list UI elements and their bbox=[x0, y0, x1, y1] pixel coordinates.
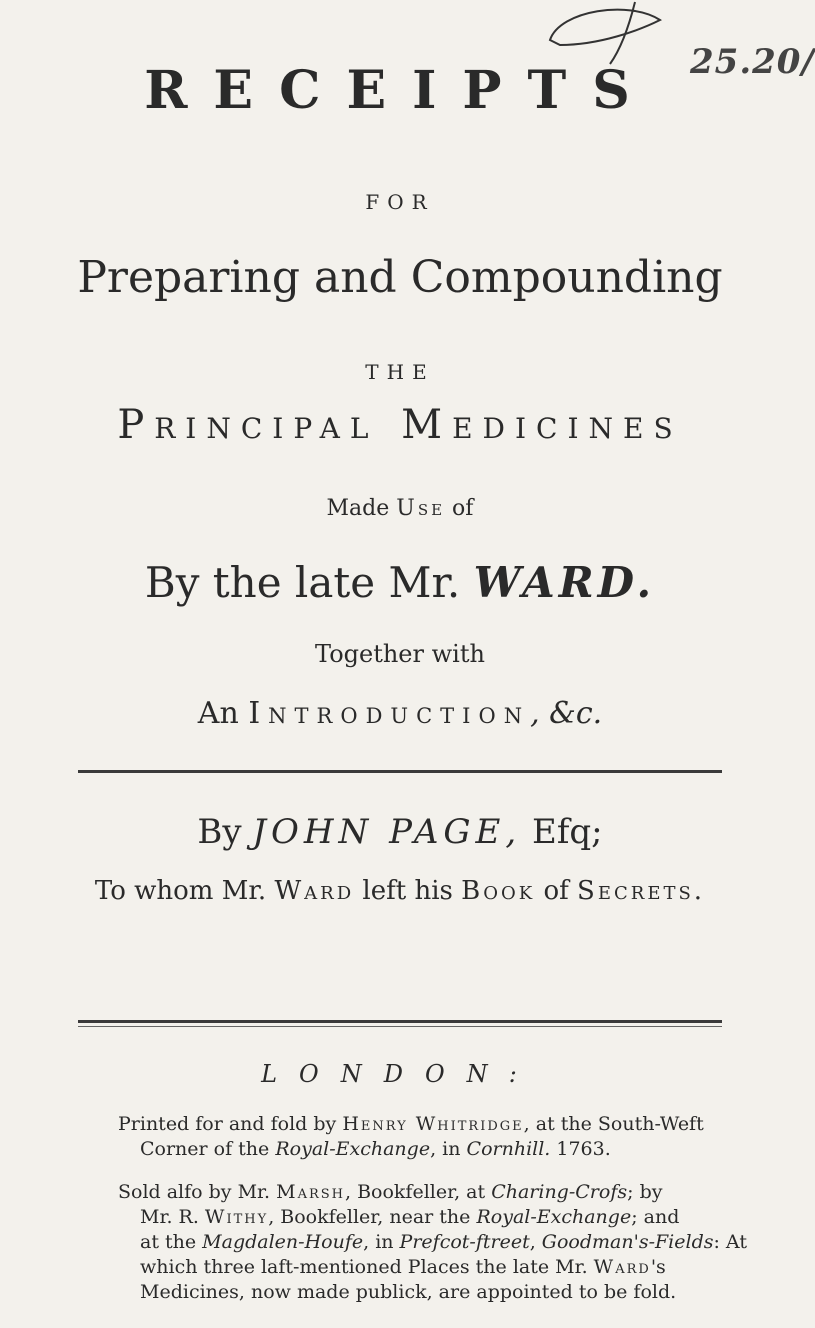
title-preparing: Preparing and Compounding bbox=[77, 252, 723, 303]
intro-suffix: , &c. bbox=[530, 696, 603, 731]
title-for: FOR bbox=[365, 190, 435, 214]
imprint-line: Sold alfo by Mr. Marsh, Bookfeller, at Charing-Crofs; by bbox=[118, 1181, 663, 1203]
imprint-line: Corner of the Royal-Exchange, in Cornhill. 1763. bbox=[140, 1138, 611, 1160]
ward-name: WARD. bbox=[473, 558, 656, 607]
dedication-line bbox=[0, 876, 800, 906]
author-suffix: Efq; bbox=[521, 812, 603, 852]
imprint-sellers bbox=[118, 1180, 747, 1305]
title-by-late-mr-ward bbox=[0, 558, 800, 607]
divider-rule bbox=[78, 770, 722, 773]
imprint-line: which three laft-mentioned Places the late Mr. Ward's bbox=[140, 1256, 666, 1278]
title-the: THE bbox=[365, 360, 435, 384]
made-use-word: Use bbox=[396, 496, 446, 521]
intro-word: Introduction bbox=[248, 696, 531, 731]
left-his: left his bbox=[354, 876, 462, 906]
made-use-suffix: of bbox=[445, 496, 474, 521]
author-line bbox=[0, 812, 800, 852]
divider-rule-thin bbox=[78, 1026, 722, 1027]
by-late-prefix: By the late Mr. bbox=[144, 558, 474, 607]
to-whom-prefix: To whom Mr. bbox=[94, 876, 275, 906]
title-receipts: RECEIPTS bbox=[144, 60, 656, 121]
author-by: By bbox=[197, 812, 253, 852]
author-name: JOHN PAGE, bbox=[252, 812, 522, 852]
imprint-line: at the Magdalen-Houfe, in Prefcot-ftreet, Goodman's-Fields: At bbox=[140, 1231, 747, 1253]
imprint-line: Medicines, now made publick, are appointed to be fold. bbox=[140, 1281, 677, 1303]
intro-prefix: An bbox=[197, 696, 249, 731]
imprint-printer bbox=[118, 1112, 718, 1162]
imprint-city: LONDON: bbox=[261, 1060, 539, 1088]
divider-rule-double bbox=[78, 1020, 722, 1023]
secrets-sc: Secrets. bbox=[577, 876, 706, 906]
ward-sc: Ward bbox=[274, 876, 355, 906]
title-introduction bbox=[0, 696, 800, 731]
title-principal-medicines: Principal Medicines bbox=[117, 402, 683, 448]
imprint-line: Printed for and fold by Henry Whitridge, at the South-Weft bbox=[118, 1113, 704, 1135]
handwritten-shelfmark: 25.20/ bbox=[690, 42, 815, 82]
imprint-line: Mr. R. Withy, Bookfeller, near the Royal-Exchange; and bbox=[140, 1206, 680, 1228]
book-sc: Book bbox=[461, 876, 536, 906]
title-made-use bbox=[0, 496, 800, 521]
made-use-prefix: Made bbox=[326, 496, 397, 521]
of-word: of bbox=[535, 876, 578, 906]
title-together-with: Together with bbox=[315, 640, 485, 668]
